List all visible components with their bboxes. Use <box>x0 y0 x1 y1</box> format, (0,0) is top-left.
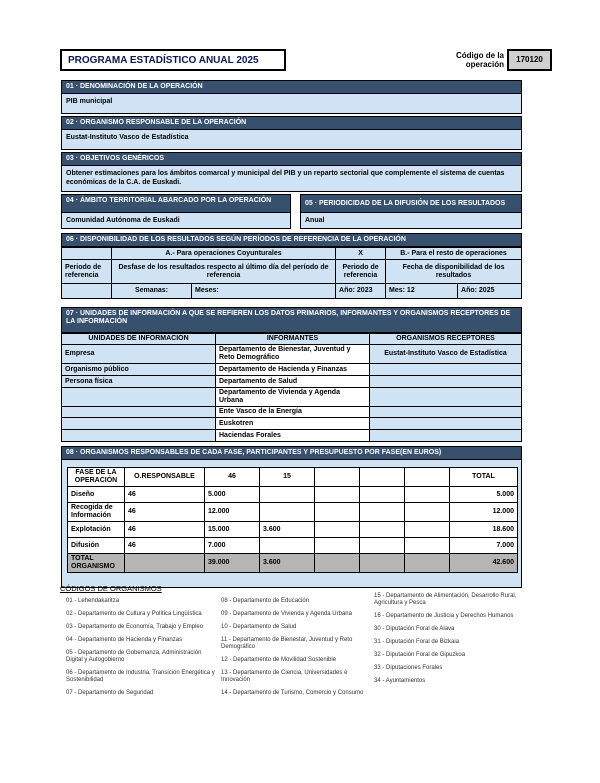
section-03-value: Obtener estimaciones para los ámbitos comarcal y municipal del PIB y un reparto sectorial que complemente el sistema de cuentas económicas de la C.A. de Euskadi. <box>61 166 522 192</box>
resp-cell: 46 <box>125 503 205 522</box>
code-item: 11 - Departamento de Bienestar, Juventud y Reto Demográfico <box>221 637 353 650</box>
resp-cell: 46 <box>125 522 205 538</box>
section-05-value: Anual <box>300 213 522 229</box>
codes-column-3 <box>374 593 524 691</box>
unidad-item: Persona física <box>62 376 216 388</box>
informante-item: Departamento de Vivienda y Agenda Urbana <box>216 388 370 407</box>
informante-item: Departamento de Hacienda y Finanzas <box>216 364 370 376</box>
fase-cell: Explotación <box>68 522 125 538</box>
informante-item: Haciendas Forales <box>216 430 370 442</box>
code-item: 07 - Departamento de Seguridad <box>66 690 154 696</box>
section-04-value: Comunidad Autónoma de Euskadi <box>61 213 291 229</box>
c1-cell: 15.000 <box>205 522 260 538</box>
informante-item: Departamento de Salud <box>216 376 370 388</box>
periodo-referencia-a: Periodo de referencia <box>62 260 112 284</box>
unidad-item: Empresa <box>62 345 216 364</box>
code-item: 09 - Departamento de Vivienda y Agenda Urbana <box>221 611 352 617</box>
section-07 <box>61 307 522 442</box>
c1-cell: 12.000 <box>205 503 260 522</box>
mes-disponibilidad: Mes: 12 <box>386 284 458 299</box>
codes-column-2 <box>221 598 369 703</box>
codes-column-1 <box>66 598 218 703</box>
c2-cell <box>260 487 315 503</box>
section-08-head: 08 · ORGANISMOS RESPONSABLES DE CADA FASE, PARTICIPANTES Y PRESUPUESTO POR FASE(EN EUROS) <box>61 446 522 460</box>
code-item: 31 - Diputación Foral de Bizkaia <box>374 639 460 645</box>
col-informantes: INFORMANTES <box>216 334 370 345</box>
code-item: 15 - Departamento de Alimentación, Desarrollo Rural, Agricultura y Pesca <box>374 593 517 606</box>
operation-code: 170120 <box>507 49 552 71</box>
total-c1: 39.000 <box>205 554 260 573</box>
anio-referencia: Año: 2023 <box>336 284 386 299</box>
c1-cell: 7.000 <box>205 538 260 554</box>
periodo-referencia-b: Periodo de referencia <box>336 260 386 284</box>
code-item: 13 - Departamento de Ciencia, Universidades e Innovación <box>221 670 348 683</box>
code-item: 06 - Departamento de Industria, Transición Energética y Sostenibilidad <box>66 670 215 683</box>
section-03-head: 03 · OBJETIVOS GENÉRICOS <box>61 152 522 166</box>
informante-item: Euskotren <box>216 418 370 430</box>
section-06-head: 06 · DISPONIBILIDAD DE LOS RESULTADOS SEGÚN PERÍODOS DE REFERENCIA DE LA OPERACIÓN <box>61 233 522 247</box>
code-item: 12 - Departamento de Movilidad Sostenible <box>221 657 337 663</box>
code-item: 01 - Lehendakaritza <box>66 598 120 604</box>
code-item: 04 - Departamento de Hacienda y Finanzas <box>66 637 183 643</box>
meses-cell: Meses: <box>192 284 336 299</box>
code-item: 16 - Departamento de Justicia y Derechos Humanos <box>374 613 514 619</box>
section-04 <box>61 194 291 229</box>
fecha-disponibilidad: Fecha de disponibilidad de los resultados <box>386 260 522 284</box>
total-organismo-label: TOTAL ORGANISMO <box>68 554 125 573</box>
semanas-cell: Semanas: <box>112 284 192 299</box>
fase-cell: Diseño <box>68 487 125 503</box>
receptor-item: Eustat-Instituto Vasco de Estadística <box>370 345 522 364</box>
section-01-value: PIB municipal <box>61 94 522 114</box>
section-07-head: 07 · UNIDADES DE INFORMACIÓN A QUE SE REFIEREN LOS DATOS PRIMARIOS, INFORMANTES Y ORGANISMOS RECEPTORES DE LA INFORMACIÓN <box>61 307 522 333</box>
resp-cell: 46 <box>125 487 205 503</box>
section-01 <box>61 80 522 114</box>
code-item: 08 - Departamento de Educación <box>221 598 310 604</box>
h-responsable: O.RESPONSABLE <box>125 468 205 487</box>
units-table <box>61 333 522 442</box>
section-02-value: Eustat-Instituto Vasco de Estadística <box>61 130 522 150</box>
unidad-item: Organismo público <box>62 364 216 376</box>
budget-table <box>67 467 518 573</box>
fase-cell: Difusión <box>68 538 125 554</box>
anio-disponibilidad: Año: 2025 <box>458 284 522 299</box>
total-cell: 7.000 <box>450 538 518 554</box>
h-org-46: 46 <box>205 468 260 487</box>
code-item: 33 - Diputaciones Forales <box>374 665 443 671</box>
total-cell: 5.000 <box>450 487 518 503</box>
grand-total: 42.600 <box>450 554 518 573</box>
informante-item: Ente Vasco de la Energía <box>216 407 370 418</box>
col-unidades: UNIDADES DE INFORMACIÓN <box>62 334 216 345</box>
c1-cell: 5.000 <box>205 487 260 503</box>
section-05 <box>300 194 522 229</box>
c2-cell <box>260 538 315 554</box>
total-c2: 3.600 <box>260 554 315 573</box>
desfase-label: Desfase de los resultados respecto al último día del período de referencia <box>112 260 336 284</box>
col-receptores: ORGANISMOS RECEPTORES <box>370 334 522 345</box>
h-fase: FASE DE LA OPERACIÓN <box>68 468 125 487</box>
operaciones-coyunturales: A.- Para operaciones Coyunturales <box>112 248 336 260</box>
code-item: 32 - Diputación Foral de Gipuzkoa <box>374 652 466 658</box>
total-cell: 18.600 <box>450 522 518 538</box>
informante-item: Departamento de Bienestar, Juventud y Reto Demográfico <box>216 345 370 364</box>
code-label-line2: operación <box>465 60 504 69</box>
total-cell: 12.000 <box>450 503 518 522</box>
h-total: TOTAL <box>450 468 518 487</box>
code-item: 10 - Departamento de Salud <box>221 624 297 630</box>
section-02 <box>61 116 522 150</box>
section-05-head: 05 · PERIODICIDAD DE LA DIFUSIÓN DE LOS RESULTADOS <box>300 194 522 213</box>
section-06 <box>61 233 522 299</box>
code-item: 34 - Ayuntamientos <box>374 678 426 684</box>
code-item: 14 - Departamento de Turismo, Comercio y Consumo <box>221 690 364 696</box>
resp-cell: 46 <box>125 538 205 554</box>
c2-cell: 3.600 <box>260 522 315 538</box>
codes-title: CÓDIGOS DE ORGANISMOS <box>60 584 162 593</box>
section-04-head: 04 · ÁMBITO TERRITORIAL ABARCADO POR LA OPERACIÓN <box>61 194 291 213</box>
section-01-head: 01 · DENOMINACIÓN DE LA OPERACIÓN <box>61 80 522 94</box>
x-mark: X <box>336 248 386 260</box>
code-item: 30 - Diputación Foral de Alava <box>374 626 455 632</box>
fase-cell: Recogida de Información <box>68 503 125 522</box>
page-title: PROGRAMA ESTADÍSTICO ANUAL 2025 <box>60 49 286 71</box>
code-item: 03 - Departamento de Economía, Trabajo y Empleo <box>66 624 204 630</box>
availability-table <box>61 247 522 299</box>
c2-cell <box>260 503 315 522</box>
code-label <box>440 51 504 69</box>
resto-operaciones: B.- Para el resto de operaciones <box>386 248 522 260</box>
code-label-line1: Código de la <box>456 51 504 60</box>
section-08 <box>61 446 522 588</box>
code-item: 05 - Departamento de Gobernanza, Administración Digital y Autogobierno <box>66 650 202 663</box>
h-org-15: 15 <box>260 468 315 487</box>
section-03 <box>61 152 522 192</box>
section-02-head: 02 · ORGANISMO RESPONSABLE DE LA OPERACIÓN <box>61 116 522 130</box>
code-item: 02 - Departamento de Cultura y Política Lingüística <box>66 611 202 617</box>
